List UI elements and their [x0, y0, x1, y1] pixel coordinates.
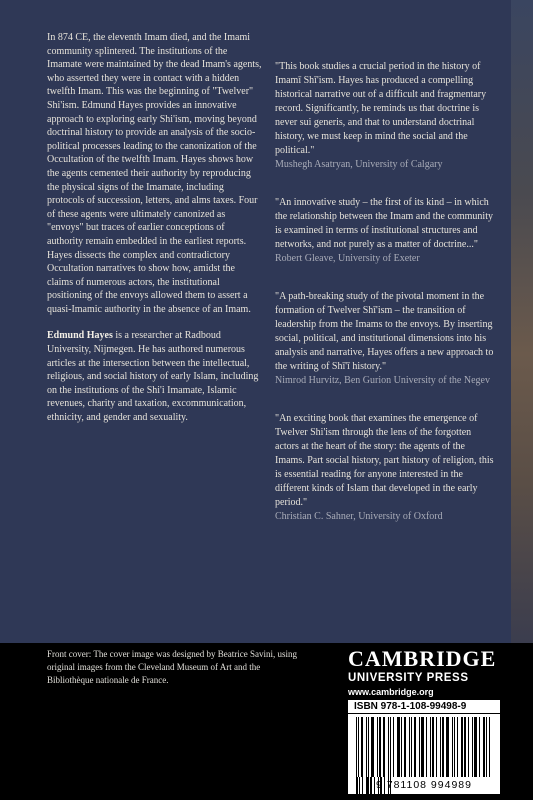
publisher-name: CAMBRIDGE [348, 646, 497, 671]
barcode-bar [356, 717, 357, 777]
barcode-bar [461, 717, 463, 777]
barcode-bar [430, 717, 431, 777]
barcode-bar [383, 717, 385, 777]
barcode-bar [421, 717, 424, 777]
barcode-bar [468, 717, 469, 777]
barcode-icon [356, 717, 494, 777]
barcode-bar [489, 717, 490, 777]
barcode-bar [401, 717, 402, 777]
barcode-bar [358, 717, 359, 777]
barcode-bar [397, 717, 400, 777]
barcode-bar [440, 717, 441, 777]
barcode-bar [419, 717, 420, 777]
barcode-bar [442, 717, 444, 777]
barcode-bar [464, 717, 466, 777]
barcode-bar [361, 717, 363, 777]
cover-art-strip [511, 0, 533, 643]
barcode-bar [454, 717, 455, 777]
publisher-url: www.cambridge.org [348, 687, 434, 697]
publisher-logo [348, 647, 498, 698]
barcode-bar [411, 717, 412, 777]
author-name: Edmund Hayes [47, 330, 113, 342]
blurb-column [47, 31, 262, 425]
barcode-bar [390, 717, 391, 777]
barcode-bar [426, 717, 427, 777]
barcode-bar [393, 717, 394, 777]
barcode-bar [452, 717, 453, 777]
cover-credit: Front cover: The cover image was designed by Beatrice Savini, using original images from the Cleveland Museum of Art and the Bibliothèque nationale de France. [47, 649, 298, 685]
barcode-bar [479, 717, 480, 777]
barcode-bar [377, 717, 378, 777]
endorsement-author: Christian C. Sahner, University of Oxford [275, 511, 443, 522]
endorsement-quote: "This book studies a crucial period in the history of Imamī Shī'ism. Hayes has produced a compelling historical narrative out of a difficult and fragmentary record. Significantly, he reminds us that doctrine is never sui generis, and that to understand doctrinal history, we must keep in mind the social and the political." [275, 61, 487, 156]
endorsement [275, 290, 497, 388]
barcode-bar [379, 717, 381, 777]
barcode-bar [457, 717, 458, 777]
barcode-bar [371, 717, 374, 777]
barcode-bar [446, 717, 449, 777]
endorsement-author: Nimrod Hurvitz, Ben Gurion University of the Negev [275, 375, 490, 386]
barcode-bar [486, 717, 487, 777]
isbn-text: ISBN 978-1-108-99498-9 [348, 700, 500, 714]
barcode-bar [414, 717, 416, 777]
endorsement-quote: "A path-breaking study of the pivotal moment in the formation of Twelver Shī'ism – the transition of leadership from the Imams to the envoys. By inserting social, political, and institutional dimensions into his analysis and narrative, Hayes offers a new approach to the writing of Shī'ī history." [275, 291, 494, 372]
endorsement-author: Mushegh Asatryan, University of Calgary [275, 159, 443, 170]
barcode-bar [472, 717, 473, 777]
barcode-bar [388, 717, 389, 777]
barcode-bar [366, 717, 367, 777]
publisher-subname: UNIVERSITY PRESS [348, 672, 469, 684]
barcode-bar [432, 717, 434, 777]
author-bio [47, 329, 262, 424]
endorsement-quote: "An innovative study – the first of its kind – in which the relationship between the Imam and the community is examined in terms of institutional structures and networks, and not purely as a matter of doctrine..." [275, 197, 493, 250]
endorsements-column [275, 60, 497, 548]
author-bio-text: is a researcher at Radboud University, Nijmegen. He has authored numerous articles at the intersection between the intellectual, religious, and social history of early Islam, including on the institutions of the Shi'i Imamate, Islamic revenues, charity and taxation, excommunication, ethnicity, and gender and sexuality. [47, 330, 259, 424]
endorsement-quote: "An exciting book that examines the emergence of Twelver Shi'ism through the lens of the forgotten actors at the heart of the story: the agents of the Imams. Part social history, part history of religion, this is essential reading for anyone interested in the different kinds of Islam that developed in the early period." [275, 413, 494, 508]
endorsement-author: Robert Gleave, University of Exeter [275, 253, 420, 264]
barcode-bar [368, 717, 369, 777]
endorsement [275, 196, 497, 266]
barcode-bar [483, 717, 485, 777]
endorsement [275, 412, 497, 524]
barcode-bar [409, 717, 410, 777]
endorsement [275, 60, 497, 172]
barcode-bar [474, 717, 477, 777]
blurb-paragraph: In 874 CE, the eleventh Imam died, and the Imami community splintered. The institutions of the Imamate were maintained by the dead Imam's agents, who asserted they were in contact with a hidden twelfth Imam. This was the beginning of "Twelver" Shi'ism. Edmund Hayes provides an innovative approach to exploring early Shi'ism, moving beyond doctrinal history to provide an analysis of the socio-political processes leading to the canonization of the Occultation of the twelfth Imam. Hayes shows how the agents cemented their authority by reproducing the physical signs of the Imamate, including protocols of succession, letters, and alms taxes. Four of these agents were ultimately canonized as "envoys" but traces of earlier conceptions of authority remain embedded in the earliest reports. Hayes dissects the complex and contradictory Occultation narratives to show how, amidst the claims of numerous actors, the institutional positioning of the envoys allowed them to assert a quasi-Imamic authority in the absence of an Imam. [47, 32, 262, 315]
barcode-number: 9 781108 994989 [376, 779, 472, 791]
barcode-bar [436, 717, 437, 777]
barcode-bar [404, 717, 406, 777]
